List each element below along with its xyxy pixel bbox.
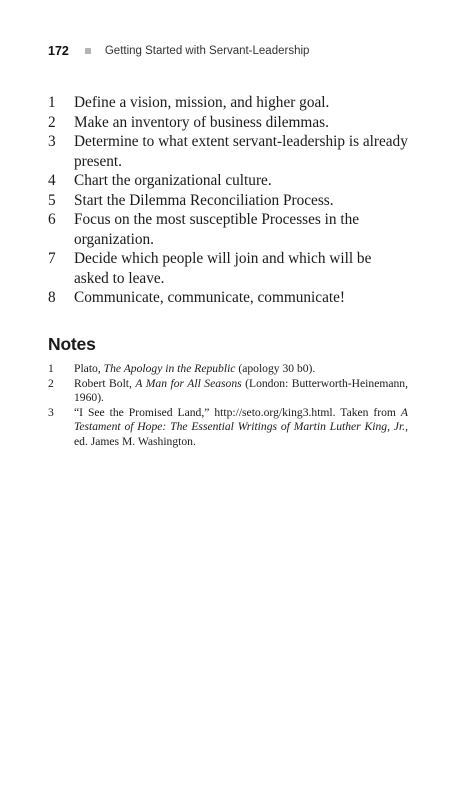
step-text: Communicate, communicate, communicate! — [74, 289, 346, 306]
chapter-title: Getting Started with Servant-Leadership — [104, 45, 310, 57]
footnote — [48, 362, 408, 377]
list-item — [48, 210, 410, 249]
list-item — [48, 191, 410, 211]
footnote-author: Plato, — [74, 362, 104, 375]
footnote-number: 2 — [48, 376, 54, 390]
list-item — [48, 113, 410, 133]
footnote-number: 1 — [48, 362, 54, 375]
notes-heading: Notes — [48, 334, 96, 354]
footnote-text — [74, 377, 408, 406]
step-text: Chart the organizational culture. — [74, 172, 272, 189]
step-number: 4 — [48, 172, 56, 189]
list-item — [48, 288, 410, 308]
step-number: 7 — [48, 250, 56, 267]
step-number: 2 — [48, 113, 56, 131]
footnote — [48, 406, 408, 450]
footnote-text — [74, 362, 408, 377]
step-number: 3 — [48, 133, 56, 150]
list-item — [48, 93, 410, 113]
list-item — [48, 171, 410, 191]
step-number: 6 — [48, 211, 56, 228]
step-number: 8 — [48, 289, 56, 306]
page-number: 172 — [48, 44, 69, 58]
separator-square — [85, 48, 91, 54]
running-head — [48, 44, 309, 58]
footnote — [48, 377, 408, 406]
step-number: 1 — [48, 94, 56, 111]
step-text: Focus on the most susceptible Processes in the organization. — [74, 211, 360, 248]
footnote-author: “I See the Promised Land,” http://seto.org/king3.html. Taken from — [74, 405, 401, 419]
steps-list — [48, 93, 410, 308]
footnote-work-title: A Man for All Seasons — [135, 376, 242, 390]
footnote-work-title: A Testament of Hope: The Essential Writings of Martin Luther King, Jr. — [74, 405, 408, 434]
footnote-details: (London: Butterworth-Heinemann, 1960). — [74, 376, 408, 405]
list-item — [48, 132, 410, 171]
footnote-text — [74, 406, 408, 450]
notes-list — [48, 362, 408, 450]
list-item — [48, 249, 410, 288]
footnote-author: Robert Bolt, — [74, 376, 136, 390]
footnote-number: 3 — [48, 405, 54, 419]
step-text: Make an inventory of business dilemmas. — [74, 113, 329, 131]
footnote-work-title: The Apology in the Republic — [103, 362, 236, 375]
footnote-details: , ed. James M. Washington. — [74, 420, 408, 448]
step-text: Define a vision, mission, and higher goal. — [74, 94, 330, 111]
step-number: 5 — [48, 191, 56, 209]
step-text: Determine to what extent servant-leadership is already present. — [74, 133, 408, 170]
footnote-details: (apology 30 b0). — [235, 362, 316, 375]
step-text: Start the Dilemma Reconciliation Process. — [74, 191, 334, 209]
step-text: Decide which people will join and which will be asked to leave. — [74, 250, 372, 287]
